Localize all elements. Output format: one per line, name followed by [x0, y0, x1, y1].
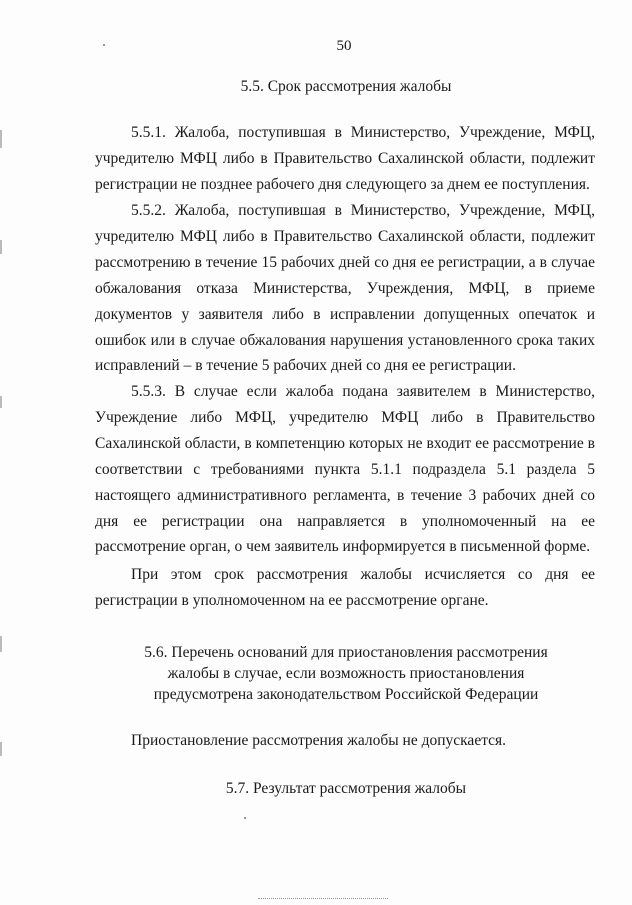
scan-edge-mark [0, 396, 2, 408]
paragraph-registration-note: При этом срок рассмотрения жалобы исчисляется со дня ее регистрации в уполномоченном на ее рассмотрение органе. [95, 566, 595, 609]
page-number: 50 [336, 38, 352, 54]
scan-edge-mark [0, 130, 2, 148]
paragraph-5-5-1: 5.5.1. Жалоба, поступившая в Министерство, Учреждение, МФЦ, учредителю МФЦ либо в Правительство Сахалинской области, подлежит регистрации не позднее рабочего дня следующего за днем ее поступления. [95, 124, 595, 193]
section-5-6-heading-line-1: 5.6. Перечень оснований для приостановления рассмотрения [144, 644, 548, 661]
scan-edge-mark [0, 240, 2, 254]
scan-bottom-artifact [258, 898, 388, 905]
scan-speck [103, 44, 105, 46]
scan-speck [244, 817, 246, 819]
section-5-5-heading: 5.5. Срок рассмотрения жалобы [240, 78, 452, 95]
section-5-7-heading: 5.7. Результат рассмотрения жалобы [225, 780, 467, 797]
paragraph-5-5-2: 5.5.2. Жалоба, поступившая в Министерство, Учреждение, МФЦ, учредителю МФЦ либо в Правительство Сахалинской области, подлежит рассмотрению в течение 15 рабочих дней со дня ее регистрации, а в случае обжалования отказа Министерства, Учреждения, МФЦ, в приеме документов у заявителя либо в исправлении допущенных опечаток и ошибок или в случае обжалования нарушения установленного срока таких исправлений – в течение 5 рабочих дней со дня ее регистрации. [95, 202, 595, 375]
section-5-6-heading [96, 642, 596, 705]
paragraph-suspension: Приостановление рассмотрения жалобы не допускается. [131, 732, 507, 749]
section-5-6-heading-line-3: предусмотрена законодательством Российской Федерации [153, 686, 539, 703]
scan-edge-mark [0, 636, 2, 652]
paragraph-5-5-3: 5.5.3. В случае если жалоба подана заявителем в Министерство, Учреждение либо МФЦ, учредителю МФЦ либо в Правительство Сахалинской области, в компетенцию которых не входит ее рассмотрение в соответствии с требованиями пункта 5.1.1 подраздела 5.1 раздела 5 настоящего административного регламента, в течение 3 рабочих дней со дня ее регистрации она направляется в уполномоченный на ее рассмотрение орган, о чем заявитель информируется в письменной форме. [95, 383, 595, 556]
section-5-6-heading-line-2: жалобы в случае, если возможность приостановления [167, 665, 525, 682]
scan-edge-mark [0, 742, 2, 756]
